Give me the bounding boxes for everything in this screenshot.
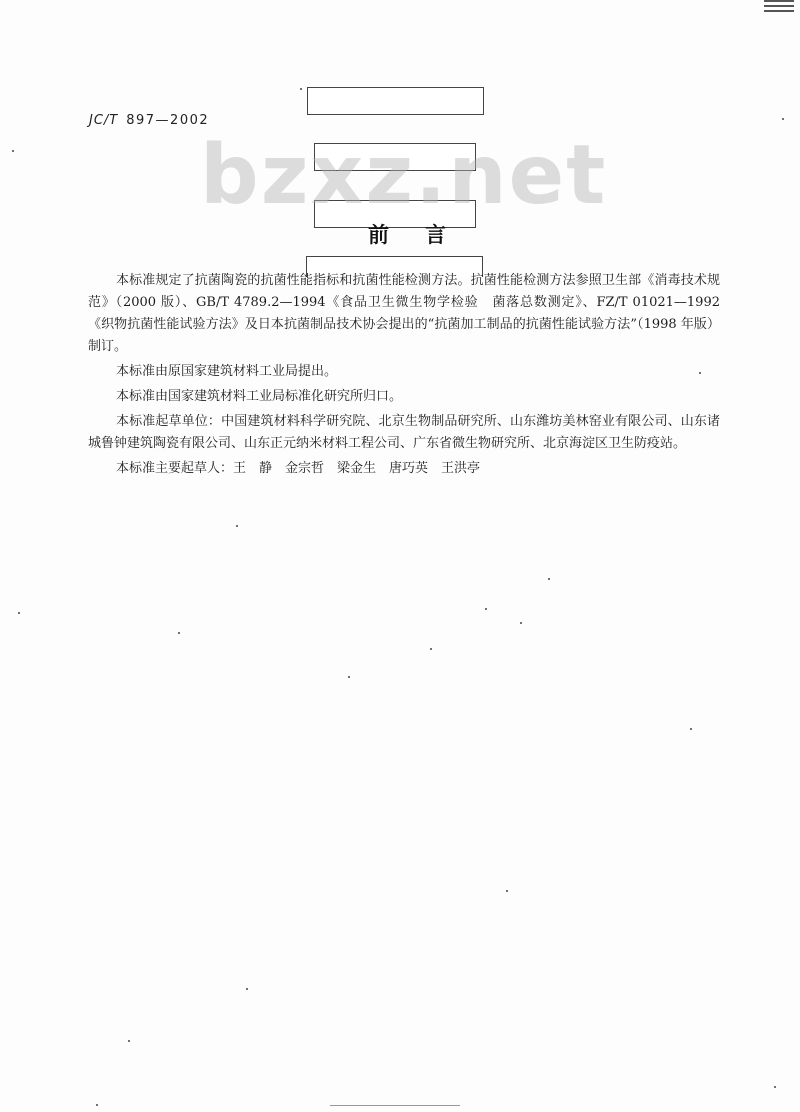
body-text	[88, 270, 720, 483]
scan-speck	[300, 88, 302, 90]
scan-speck	[430, 648, 432, 650]
watermark: bzxz.net	[200, 128, 608, 223]
scan-speck	[782, 118, 784, 120]
scan-speck	[236, 525, 238, 527]
paragraph-drafting-units: 本标准起草单位：中国建筑材料科学研究院、北京生物制品研究所、山东潍坊美林窑业有限公司、山东诸城鲁钟建筑陶瓷有限公司、山东正元纳米材料工程公司、广东省微生物研究所、北京海淀区卫生防疫站。	[88, 414, 720, 451]
scan-speck	[178, 632, 180, 634]
scan-speck	[128, 1040, 130, 1042]
standard-code	[89, 113, 209, 128]
scan-speck	[485, 608, 487, 610]
paragraph-proposer: 本标准由原国家建筑材料工业局提出。	[116, 364, 338, 379]
scan-speck	[18, 612, 20, 614]
scan-speck	[246, 988, 248, 990]
scan-edge-lines	[764, 0, 794, 18]
page-title: 前言	[368, 222, 482, 247]
paragraph-drafters: 本标准主要起草人：王 静 金宗哲 梁金生 唐巧英 王洪亭	[116, 461, 481, 476]
standard-code-number: 897—2002	[126, 113, 210, 128]
redaction-box	[307, 87, 484, 115]
scan-speck	[520, 622, 522, 624]
standard-code-prefix: JC/T	[89, 113, 119, 128]
scan-speck	[12, 150, 14, 152]
paragraph-basis: 本标准规定了抗菌陶瓷的抗菌性能指标和抗菌性能检测方法。抗菌性能检测方法参照卫生部《消毒技术规范》（2000 版）、GB/T 4789.2—1994《食品卫生微生物学检验 菌落总数测定》、FZ/T 01021—1992《织物抗菌性能试验方法》及日本抗菌制品技术协会提出的“抗菌加工制品的抗菌性能试验方法”（1998 年版）制订。	[88, 273, 720, 354]
scan-speck	[699, 372, 701, 374]
redaction-box	[314, 143, 476, 171]
scan-speck	[96, 1104, 98, 1106]
paragraph-administrator: 本标准由国家建筑材料工业局标准化研究所归口。	[116, 389, 403, 404]
scan-speck	[774, 1086, 776, 1088]
scan-speck	[506, 890, 508, 892]
scan-speck	[690, 728, 692, 730]
scan-bottom-edge	[330, 1105, 460, 1110]
scan-speck	[348, 676, 350, 678]
scan-speck	[548, 578, 550, 580]
